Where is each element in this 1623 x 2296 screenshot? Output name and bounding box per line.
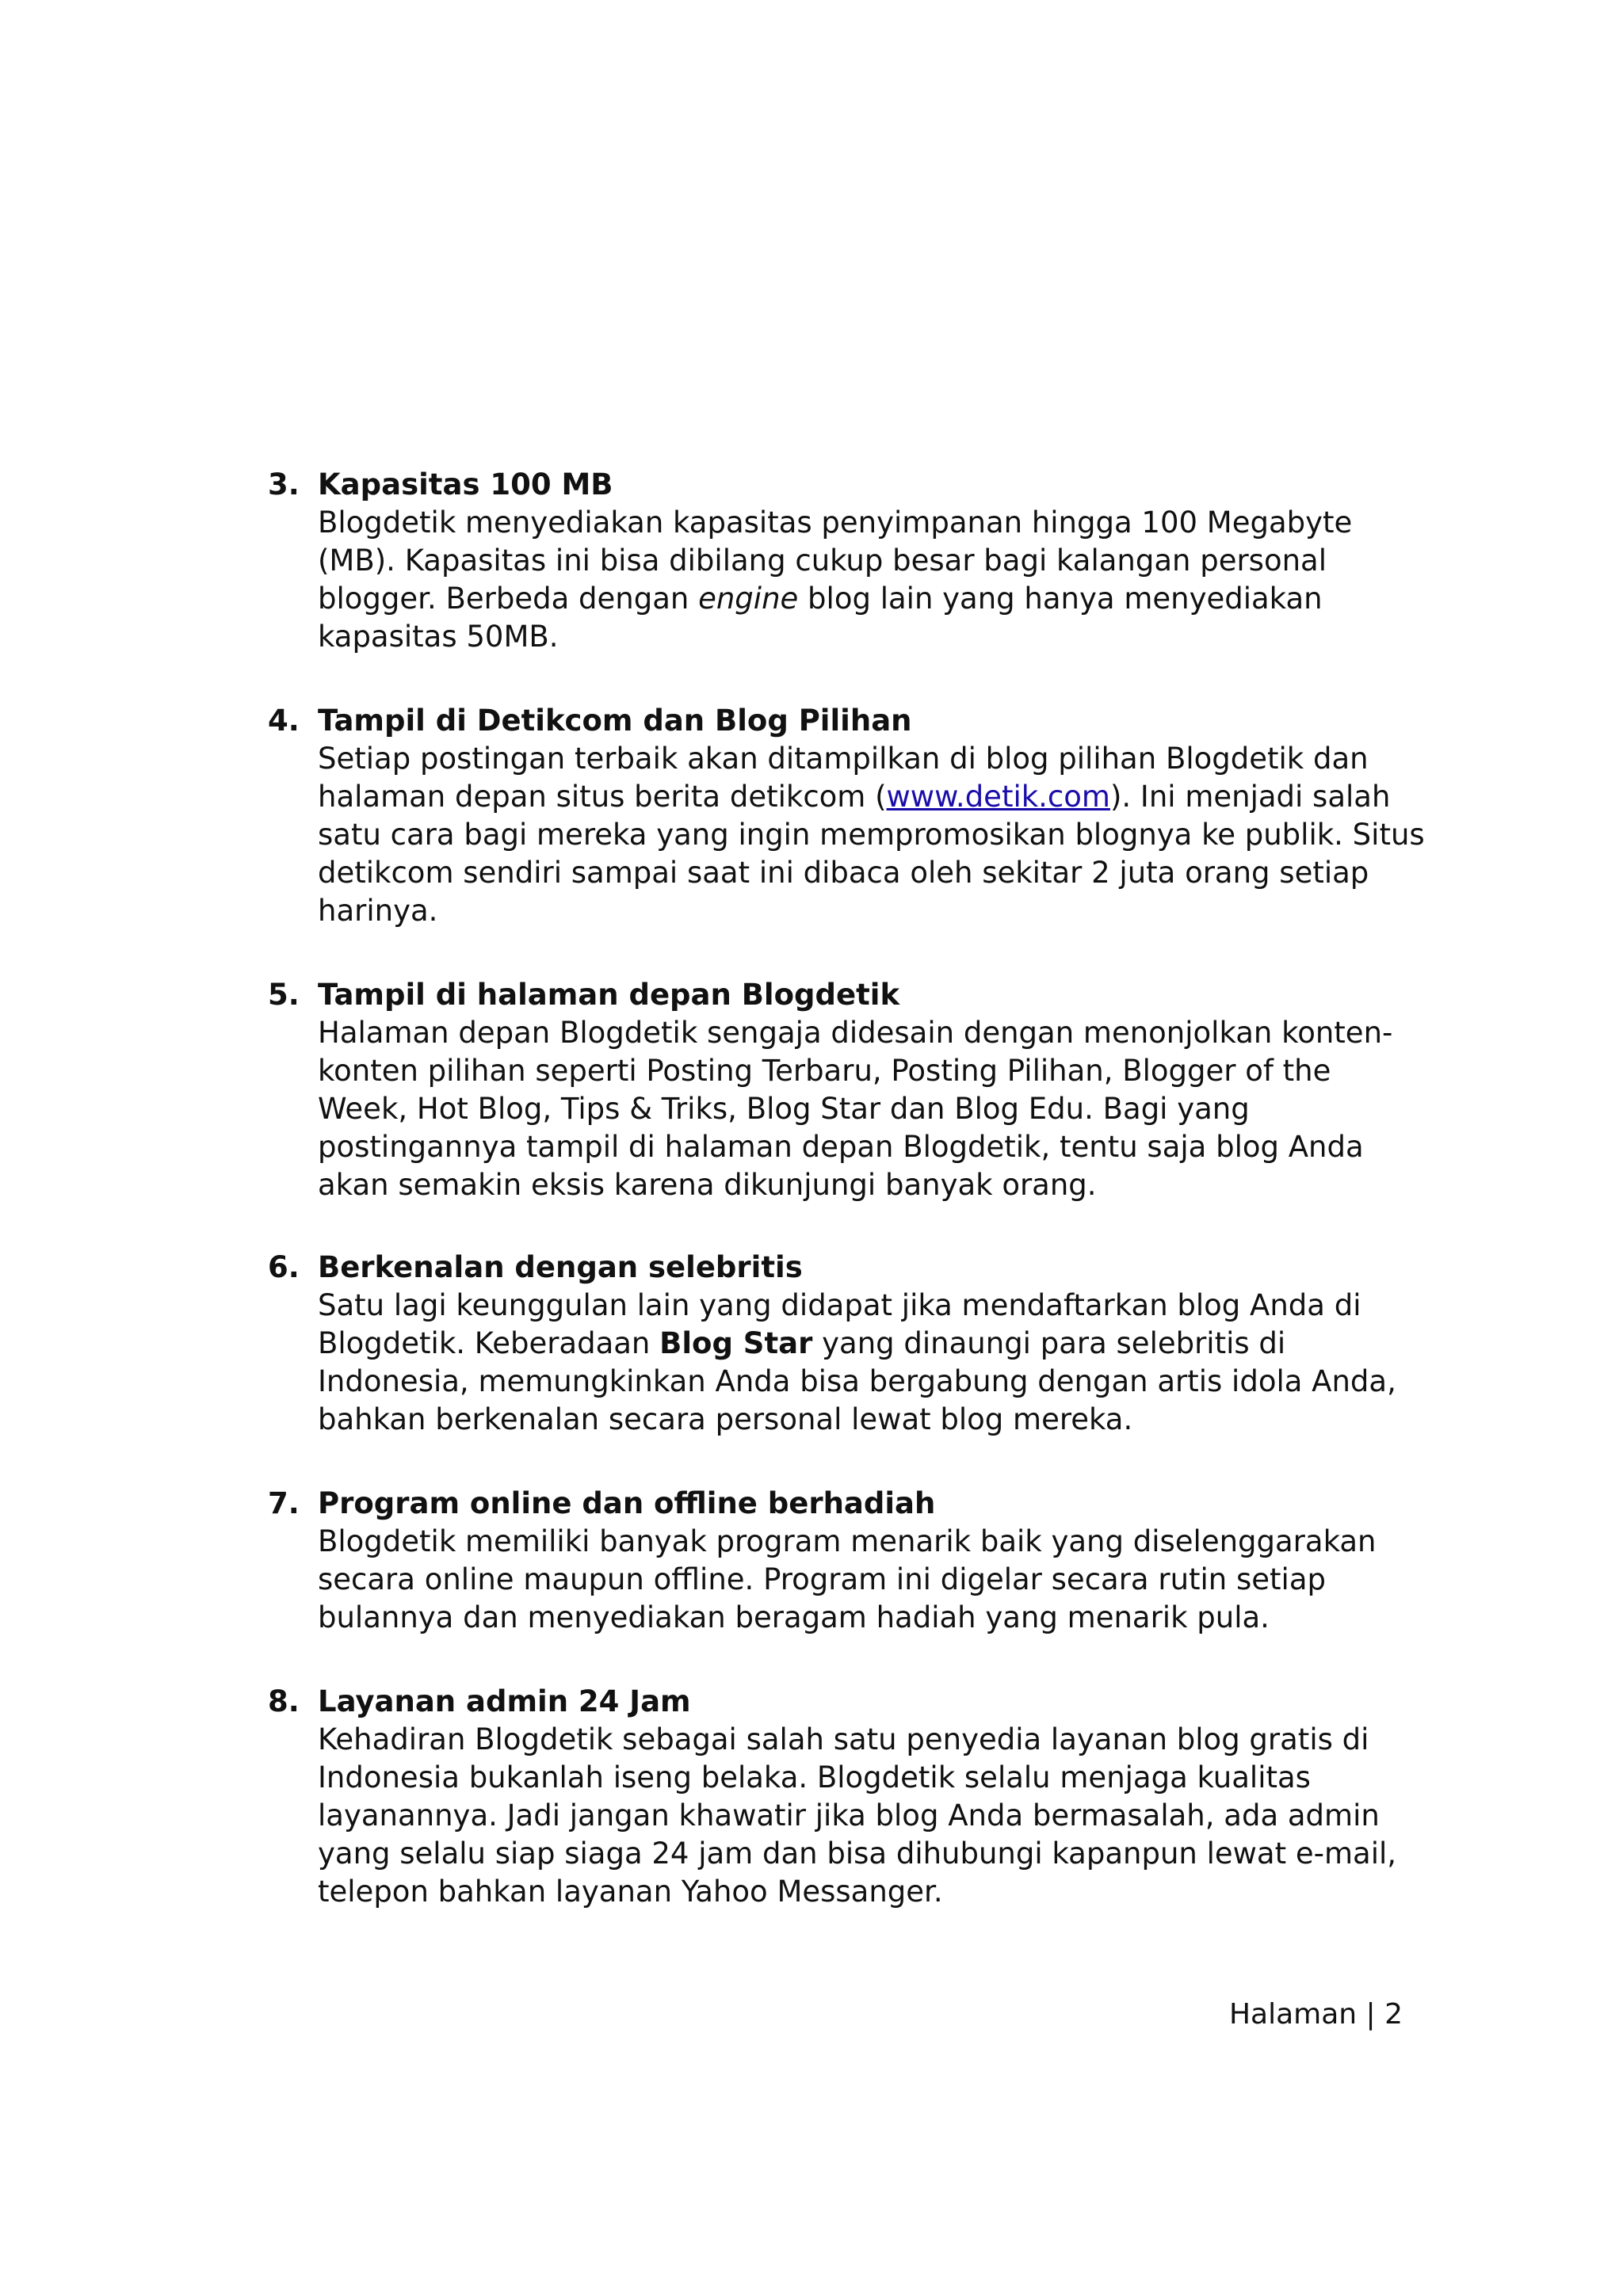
item-heading — [268, 702, 1433, 740]
body-line: layanannya. Jadi jangan khawatir jika blog Anda bermasalah, ada admin — [318, 1798, 1380, 1833]
item-body — [318, 1721, 1433, 1911]
body-line: telepon bahkan layanan Yahoo Messanger. — [318, 1875, 943, 1909]
list-item-selebritis — [268, 1249, 1433, 1439]
body-line: Blogdetik menyediakan kapasitas penyimpanan hingga 100 Megabyte — [318, 505, 1353, 540]
item-title: Tampil di Detikcom dan Blog Pilihan — [318, 704, 912, 738]
item-title: Tampil di halaman depan Blogdetik — [318, 978, 900, 1012]
item-heading — [268, 976, 1433, 1014]
item-heading — [268, 1485, 1433, 1523]
list-item-kapasitas — [268, 466, 1433, 656]
item-number: 4. — [268, 704, 300, 738]
body-line — [318, 1325, 1433, 1363]
item-heading — [268, 1249, 1433, 1287]
body-line: satu cara bagi mereka yang ingin mempromosikan blognya ke publik. Situs — [318, 818, 1425, 852]
item-number: 8. — [268, 1684, 300, 1718]
body-line: Blogdetik memiliki banyak program menarik baik yang diselenggarakan — [318, 1524, 1377, 1558]
item-title: Berkenalan dengan selebritis — [318, 1250, 803, 1284]
body-line: bulannya dan menyediakan beragam hadiah yang menarik pula. — [318, 1600, 1270, 1634]
text-run: yang dinaungi para selebritis di — [812, 1326, 1286, 1360]
text-run: blogger. Berbeda dengan — [318, 582, 699, 616]
item-heading — [268, 1683, 1433, 1721]
detik-link[interactable]: www.detik.com — [886, 780, 1110, 814]
body-line: konten pilihan seperti Posting Terbaru, Posting Pilihan, Blogger of the — [318, 1054, 1331, 1088]
item-heading — [268, 466, 1433, 504]
list-item-tampil-detikcom — [268, 702, 1433, 930]
body-line — [318, 580, 1433, 618]
body-line: bahkan berkenalan secara personal lewat blog mereka. — [318, 1402, 1133, 1436]
list-item-layanan-admin — [268, 1683, 1433, 1911]
body-line: yang selalu siap siaga 24 jam dan bisa dihubungi kapanpun lewat e-mail, — [318, 1836, 1397, 1871]
item-number: 7. — [268, 1486, 300, 1520]
list-item-halaman-depan — [268, 976, 1433, 1204]
body-line: Setiap postingan terbaik akan ditampilkan di blog pilihan Blogdetik dan — [318, 742, 1369, 776]
item-number: 5. — [268, 978, 300, 1012]
item-body — [318, 1287, 1433, 1439]
item-title: Kapasitas 100 MB — [318, 467, 613, 502]
body-line: postingannya tampil di halaman depan Blogdetik, tentu saja blog Anda — [318, 1130, 1364, 1164]
body-line: Kehadiran Blogdetik sebagai salah satu penyedia layanan blog gratis di — [318, 1722, 1369, 1756]
page-number-footer: Halaman | 2 — [1228, 1998, 1403, 2031]
body-line: (MB). Kapasitas ini bisa dibilang cukup besar bagi kalangan personal — [318, 543, 1327, 578]
body-line: Indonesia, memungkinkan Anda bisa bergabung dengan artis idola Anda, — [318, 1364, 1396, 1398]
item-body — [318, 1014, 1433, 1204]
text-run: blog lain yang hanya menyediakan — [798, 582, 1323, 616]
body-line: akan semakin eksis karena dikunjungi banyak orang. — [318, 1168, 1097, 1202]
bold-text: Blog Star — [659, 1326, 813, 1360]
body-line: Halaman depan Blogdetik sengaja didesain dengan menonjolkan konten- — [318, 1016, 1393, 1050]
body-line: Week, Hot Blog, Tips & Triks, Blog Star dan Blog Edu. Bagi yang — [318, 1092, 1250, 1126]
body-line: Satu lagi keunggulan lain yang didapat jika mendaftarkan blog Anda di — [318, 1288, 1361, 1322]
item-title: Program online dan offline berhadiah — [318, 1486, 936, 1520]
text-run: ). Ini menjadi salah — [1109, 780, 1391, 814]
text-run: Blogdetik. Keberadaan — [318, 1326, 660, 1360]
body-line — [318, 778, 1433, 816]
body-line: Indonesia bukanlah iseng belaka. Blogdetik selalu menjaga kualitas — [318, 1760, 1311, 1794]
list-item-program — [268, 1485, 1433, 1637]
item-body — [318, 740, 1433, 930]
body-line: kapasitas 50MB. — [318, 620, 559, 654]
item-number: 3. — [268, 467, 300, 502]
item-number: 6. — [268, 1250, 300, 1284]
item-body — [318, 504, 1433, 656]
text-run: halaman depan situs berita detikcom ( — [318, 780, 887, 814]
emphasis-text: engine — [698, 582, 799, 616]
item-body — [318, 1523, 1433, 1637]
body-line: harinya. — [318, 894, 438, 928]
body-line: detikcom sendiri sampai saat ini dibaca oleh sekitar 2 juta orang setiap — [318, 856, 1369, 890]
item-title: Layanan admin 24 Jam — [318, 1684, 691, 1718]
body-line: secara online maupun offline. Program ini digelar secara rutin setiap — [318, 1562, 1327, 1596]
